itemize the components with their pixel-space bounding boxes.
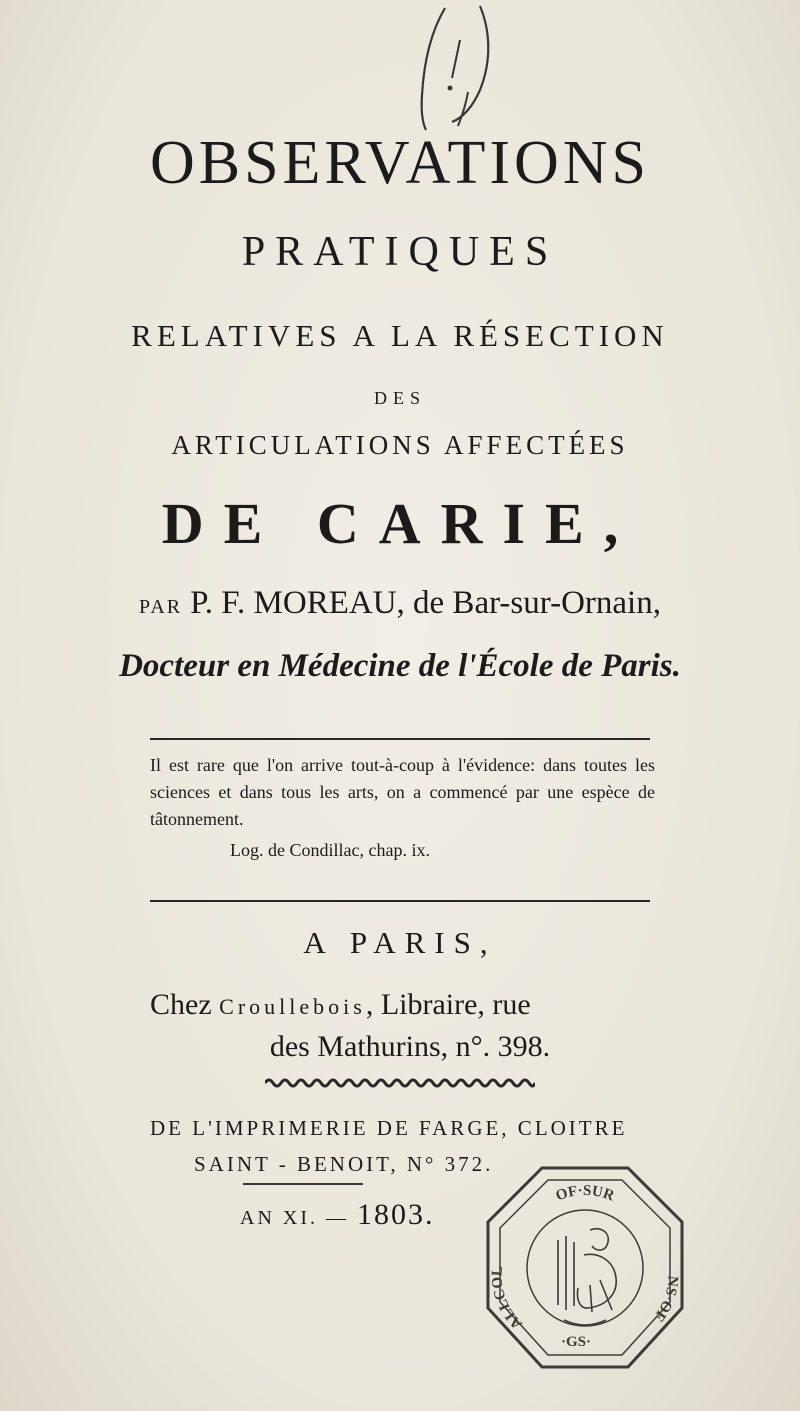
stamp-arc-left: ALLCOL xyxy=(489,1265,526,1332)
bookseller-suffix: , Libraire, rue xyxy=(365,988,531,1021)
author-credential: Docteur en Médecine de l'École de Paris. xyxy=(119,648,681,684)
title-line-de-carie: DE CARIE, xyxy=(161,491,639,556)
imprint-place: A PARIS, xyxy=(303,925,497,960)
publication-date xyxy=(240,1198,435,1232)
stamp-bottom-text: ·GS· xyxy=(560,1334,592,1350)
bookseller-name: Croullebois xyxy=(219,994,366,1019)
bookseller-block xyxy=(150,985,670,1067)
date-rule xyxy=(243,1183,363,1185)
printer-line-1: DE L'IMPRIMERIE DE FARGE, CLOITRE xyxy=(150,1116,628,1140)
bookseller-prefix: Chez xyxy=(150,988,212,1021)
epigraph-top-rule xyxy=(150,738,650,740)
title-line-des: DES xyxy=(373,388,426,408)
handwritten-mark xyxy=(340,0,520,140)
ornamental-rule xyxy=(265,1076,535,1090)
epigraph-bottom-rule xyxy=(150,900,650,902)
date-prefix: AN XI. — xyxy=(240,1207,349,1229)
epigraph-text: Il est rare que l'on arrive tout-à-coup à l'évidence: dans toutes les sciences et dans tous les arts, on a commencé par une espèce de tâtonnement. xyxy=(150,755,655,829)
author-origin: , de Bar-sur-Ornain, xyxy=(396,585,661,621)
date-year: 1803. xyxy=(357,1198,435,1231)
title-line-articulations: ARTICULATIONS AFFECTÉES xyxy=(171,430,629,460)
author-name: P. F. MOREAU xyxy=(190,585,397,621)
title-line-pratiques: PRATIQUES xyxy=(241,229,559,275)
bookseller-address: des Mathurins, n°. 398. xyxy=(269,1030,551,1063)
author-line xyxy=(0,585,800,622)
title-line-relatives: RELATIVES A LA RÉSECTION xyxy=(131,318,669,353)
printer-line-2: SAINT - BENOIT, N° 372. xyxy=(194,1152,494,1176)
stamp-emblem xyxy=(558,1229,616,1325)
title-line-observations: OBSERVATIONS xyxy=(149,129,651,197)
author-prefix: PAR xyxy=(139,596,183,618)
library-stamp xyxy=(480,1160,690,1375)
stamp-arc-top: OF·SUR xyxy=(553,1182,617,1205)
epigraph xyxy=(150,752,655,864)
stamp-arc-right: NS·OF xyxy=(650,1275,681,1325)
epigraph-source: Log. de Condillac, chap. ix. xyxy=(230,840,430,860)
